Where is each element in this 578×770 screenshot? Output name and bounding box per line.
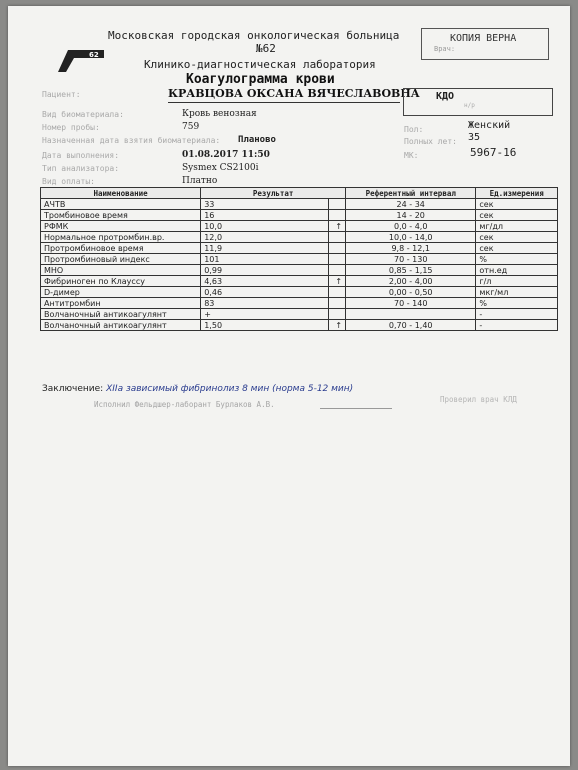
results-table: [40, 187, 558, 331]
info-value-age: 35: [468, 132, 481, 143]
executor-signature: Исполнил Фельдшер-лаборант Бурлаков А.В.: [94, 400, 275, 409]
row-flag: [329, 210, 346, 221]
table-header-row: [41, 188, 558, 199]
row-unit: г/л: [476, 276, 558, 287]
hospital-number: №62: [256, 42, 276, 55]
row-ref: 70 - 140: [346, 298, 476, 309]
row-name: D-димер: [41, 287, 201, 298]
table-row: [41, 232, 558, 243]
row-name: Фибриноген по Клауссу: [41, 276, 201, 287]
conclusion-text: XIIa зависимый фибринолиз 8 мин (норма 5-12 мин): [106, 384, 354, 394]
patient-underline: [168, 102, 400, 103]
conclusion-label: Заключение:: [42, 384, 104, 394]
department-value: КДО: [436, 91, 455, 102]
info-label-biomaterial: Вид биоматериала:: [42, 110, 124, 119]
table-row: [41, 265, 558, 276]
row-result: 0,99: [201, 265, 329, 276]
logo-number: 62: [89, 51, 99, 59]
row-ref: [346, 309, 476, 320]
info-label-exec-date: Дата выполнения:: [42, 151, 120, 160]
row-unit: -: [476, 309, 558, 320]
row-unit: %: [476, 298, 558, 309]
table-row: [41, 287, 558, 298]
info-value-planned-date: Планово: [238, 135, 276, 145]
row-result: 0,46: [201, 287, 329, 298]
row-name: Нормальное протромбин.вр.: [41, 232, 201, 243]
info-value-payment: Платно: [182, 176, 218, 186]
row-result: 16: [201, 210, 329, 221]
info-value-mk: 5967-16: [470, 146, 517, 159]
department-sub: н/р: [464, 102, 475, 109]
row-name: АЧТВ: [41, 199, 201, 210]
row-unit: %: [476, 254, 558, 265]
row-result: 12,0: [201, 232, 329, 243]
row-flag: [329, 309, 346, 320]
row-unit: сек: [476, 210, 558, 221]
row-result: 1,50: [201, 320, 329, 331]
lab-name: Клинико-диагностическая лаборатория: [144, 58, 376, 71]
info-label-mk: МК:: [404, 151, 419, 160]
table-row: [41, 210, 558, 221]
row-unit: сек: [476, 243, 558, 254]
col-header-unit: Ед.измерения: [476, 188, 558, 199]
table-row: [41, 221, 558, 232]
info-value-sex: Женский: [468, 120, 511, 131]
row-name: Протромбиновое время: [41, 243, 201, 254]
col-header-ref: Референтный интервал: [346, 188, 476, 199]
row-flag: ↑: [329, 320, 346, 331]
info-value-sample: 759: [182, 122, 200, 132]
table-row: [41, 254, 558, 265]
info-label-sample: Номер пробы:: [42, 123, 100, 132]
row-flag: [329, 254, 346, 265]
row-flag: [329, 243, 346, 254]
row-flag: ↑: [329, 276, 346, 287]
row-name: РФМК: [41, 221, 201, 232]
row-unit: сек: [476, 199, 558, 210]
table-row: [41, 199, 558, 210]
row-ref: 70 - 130: [346, 254, 476, 265]
hospital-logo: [56, 42, 106, 74]
table-row: [41, 309, 558, 320]
checked-by: Проверил врач КЛД: [440, 395, 517, 404]
row-name: МНО: [41, 265, 201, 276]
row-name: Волчаночный антикоагулянт: [41, 320, 201, 331]
signature-line: [320, 408, 392, 409]
document-title: Коагулограмма крови: [186, 72, 335, 87]
row-unit: отн.ед: [476, 265, 558, 276]
row-ref: 10,0 - 14,0: [346, 232, 476, 243]
row-result: +: [201, 309, 329, 320]
row-flag: [329, 265, 346, 276]
row-unit: сек: [476, 232, 558, 243]
row-flag: [329, 287, 346, 298]
row-unit: мг/дл: [476, 221, 558, 232]
info-value-biomaterial: Кровь венозная: [182, 109, 257, 119]
info-label-payment: Вид оплаты:: [42, 177, 95, 186]
table-row: [41, 320, 558, 331]
info-value-exec-date: 01.08.2017 11:50: [182, 150, 270, 160]
stamp-sub: Врач:: [434, 45, 456, 53]
row-ref: 0,00 - 0,50: [346, 287, 476, 298]
row-flag: ↑: [329, 221, 346, 232]
row-result: 83: [201, 298, 329, 309]
info-label-analyzer: Тип анализатора:: [42, 164, 120, 173]
hospital-name: Московская городская онкологическая больница: [108, 29, 400, 42]
table-row: [41, 276, 558, 287]
row-name: Тромбиновое время: [41, 210, 201, 221]
row-name: Протромбиновый индекс: [41, 254, 201, 265]
department-box: [403, 88, 553, 116]
row-name: Волчаночный антикоагулянт: [41, 309, 201, 320]
table-row: [41, 298, 558, 309]
info-label-sex: Пол:: [404, 125, 424, 134]
patient-name: КРАВЦОВА ОКСАНА ВЯЧЕСЛАВОВНА: [168, 87, 420, 100]
info-label-planned-date: Назначенная дата взятия биоматериала:: [42, 136, 221, 145]
info-value-analyzer: Sysmex CS2100i: [182, 163, 259, 173]
col-header-name: Наименование: [41, 188, 201, 199]
row-ref: 2,00 - 4,00: [346, 276, 476, 287]
row-flag: [329, 232, 346, 243]
row-ref: 24 - 34: [346, 199, 476, 210]
row-result: 101: [201, 254, 329, 265]
row-flag: [329, 199, 346, 210]
row-ref: 0,0 - 4,0: [346, 221, 476, 232]
row-flag: [329, 298, 346, 309]
row-ref: 9,8 - 12,1: [346, 243, 476, 254]
row-ref: 0,70 - 1,40: [346, 320, 476, 331]
row-name: Антитромбин: [41, 298, 201, 309]
row-unit: -: [476, 320, 558, 331]
row-ref: 14 - 20: [346, 210, 476, 221]
row-ref: 0,85 - 1,15: [346, 265, 476, 276]
table-row: [41, 243, 558, 254]
row-result: 4,63: [201, 276, 329, 287]
col-header-result: Результат: [201, 188, 346, 199]
conclusion: [42, 384, 353, 394]
row-result: 33: [201, 199, 329, 210]
stamp-title: КОПИЯ ВЕРНА: [450, 33, 517, 44]
patient-label: Пациент:: [42, 90, 81, 99]
row-unit: мкг/мл: [476, 287, 558, 298]
row-result: 11,9: [201, 243, 329, 254]
row-result: 10,0: [201, 221, 329, 232]
info-label-age: Полных лет:: [404, 137, 457, 146]
document-page: [8, 6, 570, 766]
